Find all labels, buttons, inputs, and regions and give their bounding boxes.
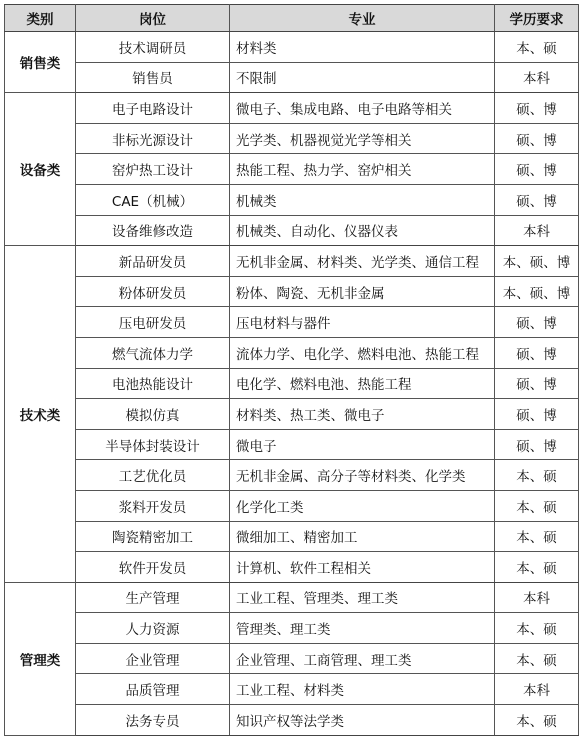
position-cell: 法务专员 bbox=[76, 705, 230, 736]
header-row bbox=[5, 5, 579, 32]
position-cell: CAE（机械） bbox=[76, 184, 230, 215]
major-cell: 不限制 bbox=[230, 62, 495, 93]
position-cell: 工艺优化员 bbox=[76, 460, 230, 491]
position-cell: 企业管理 bbox=[76, 643, 230, 674]
position-cell: 陶瓷精密加工 bbox=[76, 521, 230, 552]
table-row bbox=[5, 613, 579, 644]
major-cell: 微电子 bbox=[230, 429, 495, 460]
major-cell: 热能工程、热力学、窑炉相关 bbox=[230, 154, 495, 185]
table-row bbox=[5, 368, 579, 399]
category-cell: 设备类 bbox=[5, 93, 76, 246]
education-cell: 本、硕 bbox=[495, 460, 579, 491]
header-major: 专业 bbox=[230, 5, 495, 32]
education-cell: 硕、博 bbox=[495, 154, 579, 185]
major-cell: 机械类、自动化、仪器仪表 bbox=[230, 215, 495, 246]
major-cell: 计算机、软件工程相关 bbox=[230, 552, 495, 583]
position-cell: 电子电路设计 bbox=[76, 93, 230, 124]
major-cell: 光学类、机器视觉光学等相关 bbox=[230, 123, 495, 154]
table-row bbox=[5, 552, 579, 583]
position-cell: 生产管理 bbox=[76, 582, 230, 613]
education-cell: 本科 bbox=[495, 215, 579, 246]
major-cell: 压电材料与器件 bbox=[230, 307, 495, 338]
education-cell: 本、硕 bbox=[495, 490, 579, 521]
table-row bbox=[5, 490, 579, 521]
position-cell: 电池热能设计 bbox=[76, 368, 230, 399]
recruitment-table bbox=[4, 4, 579, 736]
position-cell: 燃气流体力学 bbox=[76, 337, 230, 368]
table-row bbox=[5, 460, 579, 491]
table-row bbox=[5, 399, 579, 430]
education-cell: 硕、博 bbox=[495, 93, 579, 124]
position-cell: 新品研发员 bbox=[76, 246, 230, 277]
table-row bbox=[5, 246, 579, 277]
position-cell: 压电研发员 bbox=[76, 307, 230, 338]
education-cell: 本、硕 bbox=[495, 552, 579, 583]
table-body bbox=[5, 32, 579, 736]
table-row bbox=[5, 643, 579, 674]
major-cell: 工业工程、管理类、理工类 bbox=[230, 582, 495, 613]
table-row bbox=[5, 429, 579, 460]
position-cell: 品质管理 bbox=[76, 674, 230, 705]
category-cell: 销售类 bbox=[5, 32, 76, 93]
position-cell: 窑炉热工设计 bbox=[76, 154, 230, 185]
education-cell: 硕、博 bbox=[495, 337, 579, 368]
table-row bbox=[5, 674, 579, 705]
position-cell: 浆料开发员 bbox=[76, 490, 230, 521]
position-cell: 非标光源设计 bbox=[76, 123, 230, 154]
education-cell: 本科 bbox=[495, 582, 579, 613]
education-cell: 本科 bbox=[495, 674, 579, 705]
major-cell: 无机非金属、高分子等材料类、化学类 bbox=[230, 460, 495, 491]
table-row bbox=[5, 521, 579, 552]
position-cell: 软件开发员 bbox=[76, 552, 230, 583]
table-row bbox=[5, 705, 579, 736]
major-cell: 粉体、陶瓷、无机非金属 bbox=[230, 276, 495, 307]
education-cell: 本、硕、博 bbox=[495, 246, 579, 277]
table-row bbox=[5, 32, 579, 63]
education-cell: 硕、博 bbox=[495, 429, 579, 460]
table-row bbox=[5, 154, 579, 185]
major-cell: 材料类、热工类、微电子 bbox=[230, 399, 495, 430]
education-cell: 硕、博 bbox=[495, 123, 579, 154]
major-cell: 流体力学、电化学、燃料电池、热能工程 bbox=[230, 337, 495, 368]
table-row bbox=[5, 62, 579, 93]
category-cell: 技术类 bbox=[5, 246, 76, 583]
major-cell: 机械类 bbox=[230, 184, 495, 215]
position-cell: 人力资源 bbox=[76, 613, 230, 644]
table-row bbox=[5, 337, 579, 368]
major-cell: 电化学、燃料电池、热能工程 bbox=[230, 368, 495, 399]
major-cell: 工业工程、材料类 bbox=[230, 674, 495, 705]
table-row bbox=[5, 276, 579, 307]
education-cell: 硕、博 bbox=[495, 368, 579, 399]
position-cell: 销售员 bbox=[76, 62, 230, 93]
education-cell: 本、硕 bbox=[495, 613, 579, 644]
position-cell: 技术调研员 bbox=[76, 32, 230, 63]
position-cell: 半导体封装设计 bbox=[76, 429, 230, 460]
education-cell: 本科 bbox=[495, 62, 579, 93]
table-row bbox=[5, 123, 579, 154]
education-cell: 硕、博 bbox=[495, 184, 579, 215]
category-cell: 管理类 bbox=[5, 582, 76, 735]
education-cell: 本、硕、博 bbox=[495, 276, 579, 307]
table-row bbox=[5, 215, 579, 246]
table-row bbox=[5, 93, 579, 124]
major-cell: 微细加工、精密加工 bbox=[230, 521, 495, 552]
education-cell: 本、硕 bbox=[495, 521, 579, 552]
education-cell: 硕、博 bbox=[495, 399, 579, 430]
header-position: 岗位 bbox=[76, 5, 230, 32]
table-row bbox=[5, 582, 579, 613]
education-cell: 硕、博 bbox=[495, 307, 579, 338]
major-cell: 化学化工类 bbox=[230, 490, 495, 521]
position-cell: 设备维修改造 bbox=[76, 215, 230, 246]
education-cell: 本、硕 bbox=[495, 643, 579, 674]
table-header bbox=[5, 5, 579, 32]
major-cell: 知识产权等法学类 bbox=[230, 705, 495, 736]
major-cell: 无机非金属、材料类、光学类、通信工程 bbox=[230, 246, 495, 277]
position-cell: 粉体研发员 bbox=[76, 276, 230, 307]
position-cell: 模拟仿真 bbox=[76, 399, 230, 430]
major-cell: 管理类、理工类 bbox=[230, 613, 495, 644]
table-row bbox=[5, 184, 579, 215]
table-row bbox=[5, 307, 579, 338]
header-education: 学历要求 bbox=[495, 5, 579, 32]
major-cell: 企业管理、工商管理、理工类 bbox=[230, 643, 495, 674]
header-category: 类别 bbox=[5, 5, 76, 32]
education-cell: 本、硕 bbox=[495, 705, 579, 736]
major-cell: 材料类 bbox=[230, 32, 495, 63]
education-cell: 本、硕 bbox=[495, 32, 579, 63]
major-cell: 微电子、集成电路、电子电路等相关 bbox=[230, 93, 495, 124]
